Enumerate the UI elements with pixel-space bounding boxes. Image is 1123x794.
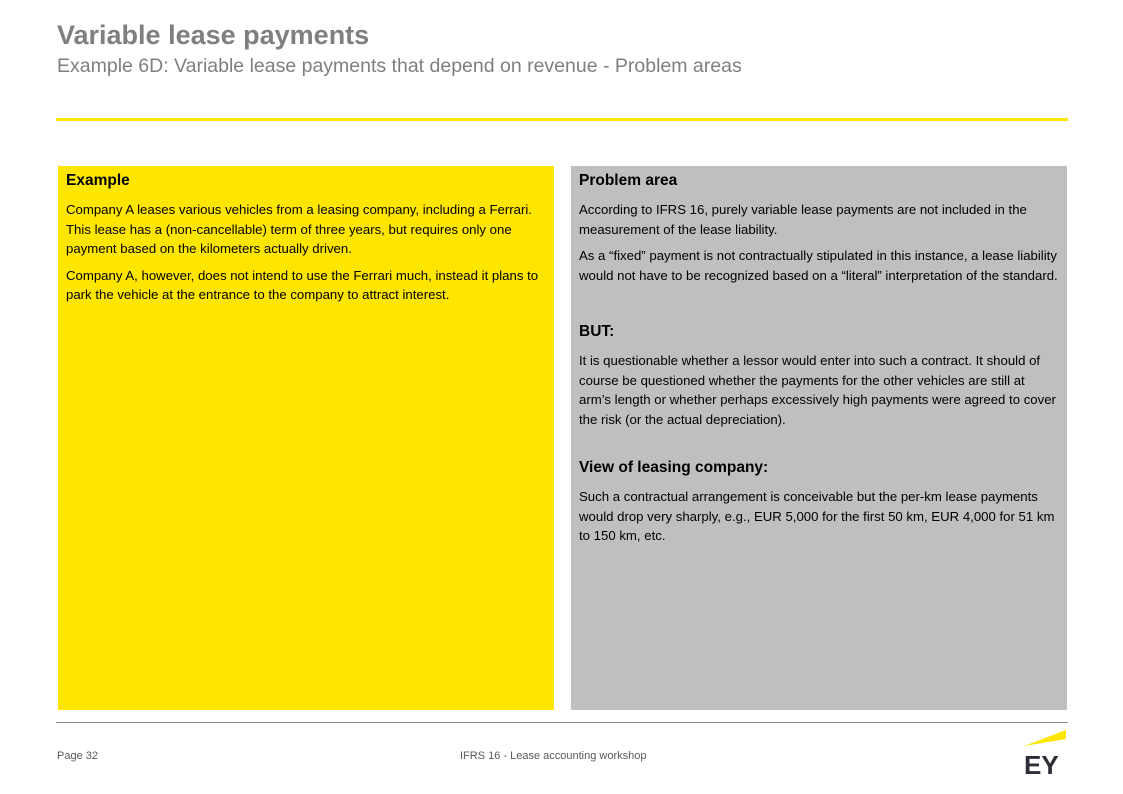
ey-logo-text: EY <box>1024 750 1059 776</box>
leasing-company-view-heading: View of leasing company: <box>579 459 769 476</box>
leasing-company-view-paragraph: Such a contractual arrangement is conceivable but the per-km lease payments would drop very sharply, e.g., EUR 5,000 for the first 50 km, EUR 4,000 for 51 km to 150 km, etc. <box>579 489 1055 543</box>
footer-divider <box>56 722 1068 723</box>
problem-area-paragraph: As a “fixed” payment is not contractually stipulated in this instance, a lease liability would not have to be recognized based on a “literal” interpretation of the standard. <box>579 248 1058 283</box>
ey-logo <box>1022 730 1068 776</box>
example-paragraph: Company A, however, does not intend to use the Ferrari much, instead it plans to park the vehicle at the entrance to the company to attract interest. <box>66 267 539 302</box>
but-heading: BUT: <box>579 323 615 340</box>
page-subtitle: Example 6D: Variable lease payments that depend on revenue - Problem areas <box>57 55 742 77</box>
page-title: Variable lease payments <box>57 20 370 50</box>
problem-area-paragraph: According to IFRS 16, purely variable lease payments are not included in the measurement of the lease liability. <box>579 202 1027 237</box>
but-paragraph: It is questionable whether a lessor would enter into such a contract. It should of course be questioned whether the payments for the other vehicles are still at arm’s length or whether perhaps excessively high payments were agreed to cover the risk (or the actual depreciation). <box>579 353 1056 427</box>
example-heading: Example <box>66 172 130 189</box>
problem-area-panel <box>571 166 1067 710</box>
header-divider <box>56 118 1068 121</box>
footer-workshop-title: IFRS 16 - Lease accounting workshop <box>460 750 647 762</box>
example-panel <box>58 166 554 710</box>
example-paragraph: Company A leases various vehicles from a leasing company, including a Ferrari. This lease has a (non-cancellable) term of three years, but requires only one payment based on the kilometers actually driven. <box>66 202 532 256</box>
problem-area-heading: Problem area <box>579 172 678 189</box>
page-number: Page 32 <box>57 750 98 762</box>
